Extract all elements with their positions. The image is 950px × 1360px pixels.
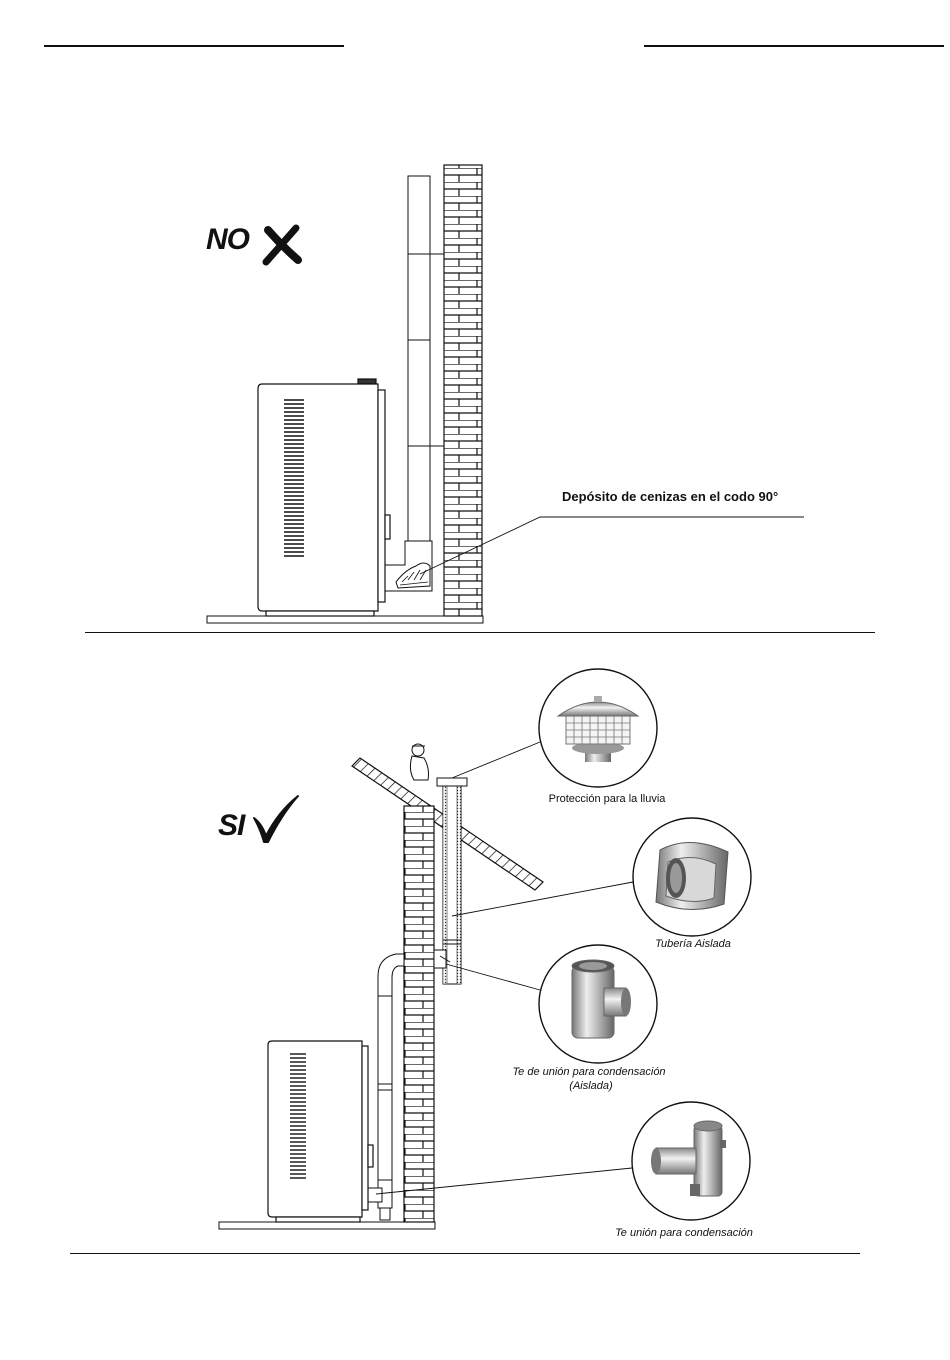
insulated-tee-callout-line1: Te de unión para condensación [512,1066,666,1078]
flue-pipe-top [408,176,444,541]
brick-wall-bottom [404,806,434,1222]
stove-bottom [268,1041,373,1222]
insulated-pipe-callout: Tubería Aislada [655,938,731,950]
cross-mark-icon [266,228,298,262]
chimney-sweep-figure [410,744,428,780]
floor-bottom [219,1222,435,1229]
condensation-tee-icon [632,1102,750,1220]
check-mark-icon [254,796,298,842]
top-diagram [207,165,804,623]
insulated-pipe-icon [633,818,751,936]
floor-top [207,616,483,623]
brick-wall-top [444,165,482,616]
insulated-tee-icon [539,945,657,1063]
stove-top [258,379,390,616]
rain-cap-icon [539,669,657,787]
rain-cap-callout: Protección para la lluvia [548,793,666,805]
verdict-si-label: SI [218,809,245,842]
insulated-tee-callout-line2: (Aislada) [569,1080,613,1092]
condensation-tee-callout: Te unión para condensación [615,1227,753,1239]
verdict-no-label: NO [206,223,249,256]
ash-deposit-callout: Depósito de cenizas en el codo 90° [562,489,779,504]
